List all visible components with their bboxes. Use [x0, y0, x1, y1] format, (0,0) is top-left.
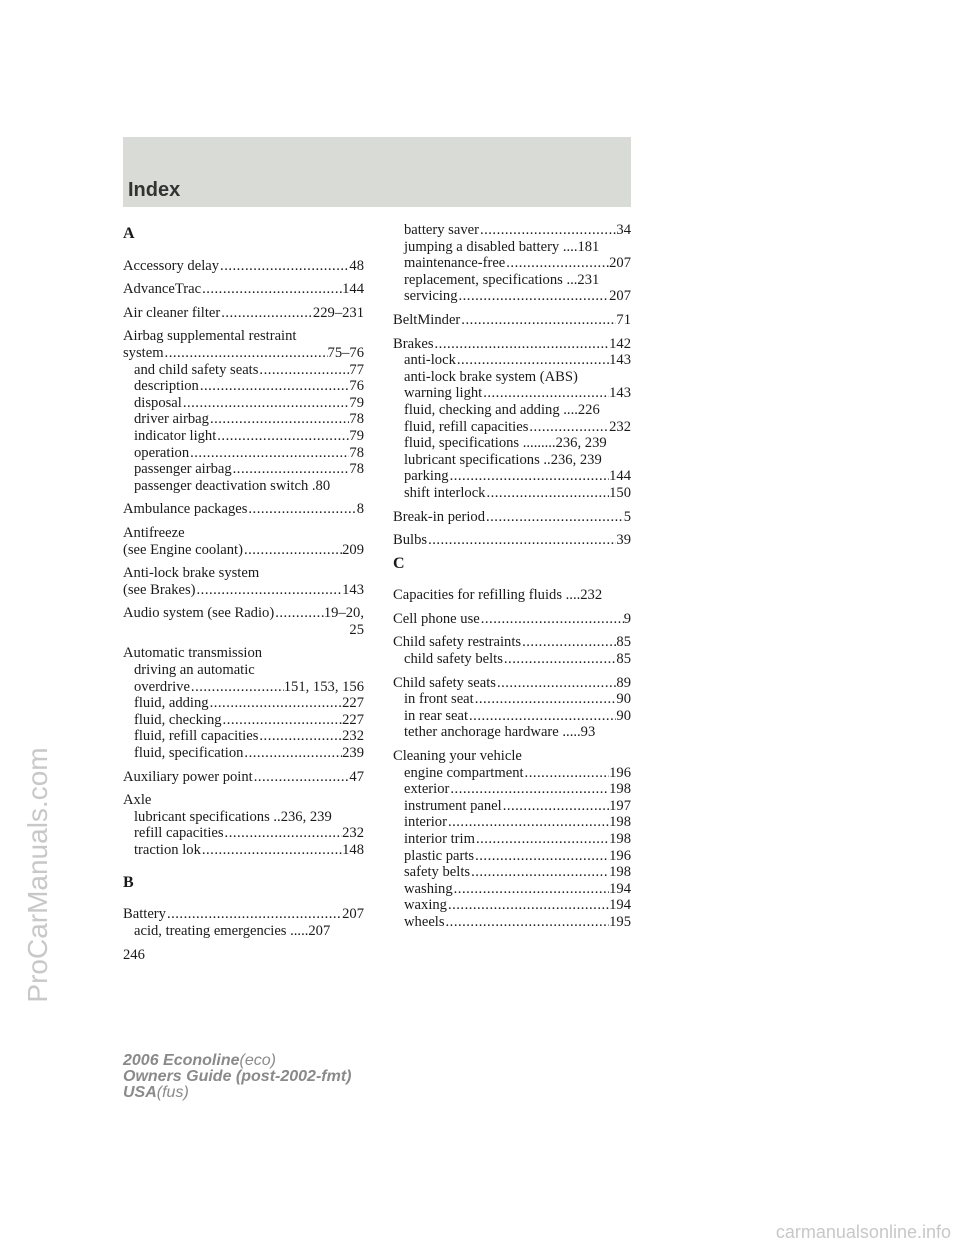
page-reference: 8: [356, 501, 364, 518]
entry-term: indicator light: [134, 427, 217, 444]
page-reference: 76: [349, 378, 364, 395]
entry-term: replacement, specifications ...231: [404, 271, 600, 288]
entry-term: lubricant specifications ..236, 239: [134, 808, 332, 825]
page-reference: 209: [342, 541, 364, 558]
index-subentry: [393, 352, 631, 369]
entry-term: (see Engine coolant): [123, 541, 243, 558]
footer-market: USA: [123, 1084, 157, 1101]
entry-term: in rear seat: [404, 707, 469, 724]
page-reference: 85: [616, 651, 631, 668]
dot-leader: [453, 881, 609, 898]
page-reference: 195: [609, 913, 631, 930]
page-number: 246: [123, 947, 145, 963]
index-subentry: [393, 222, 631, 239]
index-subentry: [123, 478, 364, 495]
index-subentry: [393, 651, 631, 668]
index-line: [393, 611, 631, 628]
index-line: [123, 281, 364, 298]
index-subentry: [393, 691, 631, 708]
index-subentry: [123, 728, 364, 745]
dot-leader: [253, 769, 350, 786]
section-letter: C: [393, 554, 405, 572]
index-entry: [393, 675, 631, 741]
page-reference: 71: [616, 311, 631, 328]
page-reference: 196: [609, 847, 631, 864]
dot-leader: [480, 611, 624, 628]
index-entry: [123, 906, 364, 939]
entry-term: acid, treating emergencies .....207: [134, 922, 331, 939]
index-entry: [123, 769, 364, 786]
index-entry: [123, 328, 364, 494]
dot-leader: [528, 419, 609, 436]
entry-term: tether anchorage hardware .....93: [404, 724, 596, 741]
entry-term: fluid, refill capacities: [134, 728, 259, 745]
index-subentry: [123, 809, 364, 826]
index-subentry: [393, 369, 631, 386]
dot-leader: [220, 305, 313, 322]
footer-model-code: (eco): [239, 1052, 276, 1069]
index-line: [393, 336, 631, 353]
index-header-band: [123, 137, 631, 207]
entry-term: wheels: [404, 913, 445, 930]
entry-term: Cleaning your vehicle: [393, 748, 522, 765]
dot-leader: [164, 345, 328, 362]
index-subentry: [123, 662, 364, 679]
dot-leader: [449, 468, 610, 485]
index-subentry: [123, 923, 364, 940]
page-reference: 77: [349, 361, 364, 378]
page-reference: 75–76: [327, 344, 364, 361]
index-subentry: [123, 825, 364, 842]
dot-leader: [447, 897, 609, 914]
page-reference: 19–20,: [323, 605, 364, 622]
footer-market-code: (fus): [156, 1084, 189, 1101]
entry-term: AdvanceTrac: [123, 281, 202, 298]
entry-term: Cell phone use: [393, 610, 480, 627]
entry-term: Airbag supplemental restraint: [123, 328, 297, 345]
page-reference: 47: [349, 768, 364, 785]
dot-leader: [258, 362, 349, 379]
index-subentry: [123, 745, 364, 762]
entry-term: Break-in period: [393, 508, 485, 525]
dot-leader: [201, 281, 342, 298]
index-line: [123, 345, 364, 362]
index-subentry: [393, 452, 631, 469]
index-subentry: [393, 914, 631, 931]
index-subentry: [393, 881, 631, 898]
page-reference: 207: [609, 288, 631, 305]
dot-leader: [521, 634, 616, 651]
dot-leader: [485, 509, 624, 526]
entry-term: Battery: [123, 906, 166, 923]
entry-term: (see Brakes): [123, 581, 196, 598]
index-subentry: [393, 435, 631, 452]
footer-line-2: [123, 1069, 351, 1085]
dot-leader: [502, 798, 609, 815]
index-entry: [123, 501, 364, 518]
index-subentry: [393, 781, 631, 798]
section-letter: A: [123, 225, 135, 242]
index-subentry: [393, 798, 631, 815]
entry-term: jumping a disabled battery ....181: [404, 238, 600, 255]
index-subentry: [393, 724, 631, 741]
page-reference: 197: [609, 797, 631, 814]
dot-leader: [222, 712, 343, 729]
page-reference: 143: [342, 581, 364, 598]
dot-leader: [470, 864, 609, 881]
page-reference: 196: [609, 764, 631, 781]
index-line: [123, 605, 364, 622]
page-reference: 207: [342, 906, 364, 923]
entry-term: driving an automatic: [134, 662, 255, 679]
index-entry: [393, 336, 631, 502]
entry-term: operation: [134, 444, 190, 461]
entry-term: passenger deactivation switch .80: [134, 477, 331, 494]
index-line: [393, 532, 631, 549]
page-reference: 79: [349, 427, 364, 444]
entry-term: fluid, checking: [134, 711, 222, 728]
bottom-watermark: carmanualsonline.info: [775, 1222, 951, 1242]
index-subentry: [393, 419, 631, 436]
entry-term: fluid, specifications .........236, 239: [404, 435, 607, 452]
index-subentry: [123, 842, 364, 859]
page-reference: 90: [616, 691, 631, 708]
entry-term: interior: [404, 814, 447, 831]
page-reference: 198: [609, 781, 631, 798]
index-column-left: [123, 222, 364, 946]
entry-term: Ambulance packages: [123, 501, 248, 518]
footer-model: 2006 Econoline: [123, 1052, 240, 1069]
index-entry: [393, 634, 631, 667]
page-title: Index: [128, 179, 181, 201]
dot-leader: [427, 532, 616, 549]
index-line: [393, 748, 631, 765]
index-line: [393, 587, 631, 604]
index-entry: [393, 587, 631, 604]
index-line: [123, 305, 364, 322]
index-subentry: [123, 679, 364, 696]
entry-term: passenger airbag: [134, 461, 232, 478]
index-line: [123, 258, 364, 275]
entry-term: Bulbs: [393, 532, 428, 549]
entry-term: safety belts: [404, 864, 471, 881]
page-reference: 142: [609, 335, 631, 352]
page-reference: 194: [609, 897, 631, 914]
index-entry: [393, 509, 631, 526]
index-subentry: [393, 848, 631, 865]
entry-term: Air cleaner filter: [123, 304, 221, 321]
entry-term: engine compartment: [404, 764, 524, 781]
index-subentry: [123, 395, 364, 412]
entry-term: driver airbag: [134, 411, 209, 428]
dot-leader: [199, 378, 350, 395]
dot-leader: [456, 352, 609, 369]
entry-term: Child safety seats: [393, 674, 496, 691]
dot-leader: [201, 842, 342, 859]
index-entry: [393, 748, 631, 931]
index-subentry: [123, 411, 364, 428]
entry-term: Anti-lock brake system: [123, 565, 260, 582]
page-reference: 144: [342, 281, 364, 298]
entry-term: Brakes: [393, 335, 434, 352]
entry-term: refill capacities: [134, 825, 224, 842]
entry-term: warning light: [404, 385, 483, 402]
index-subentry: [393, 288, 631, 305]
page-reference: 85: [616, 634, 631, 651]
page-reference: 90: [616, 707, 631, 724]
index-entry: [123, 258, 364, 275]
dot-leader: [482, 385, 609, 402]
entry-term: instrument panel: [404, 797, 502, 814]
page-reference: 150: [609, 484, 631, 501]
entry-term: Accessory delay: [123, 257, 220, 274]
entry-term: Auxiliary power point: [123, 768, 253, 785]
index-line: [393, 312, 631, 329]
index-entry: [393, 611, 631, 628]
entry-term: lubricant specifications ..236, 239: [404, 451, 602, 468]
index-entry: [123, 565, 364, 598]
page-reference: 143: [609, 385, 631, 402]
index-subentry: [123, 461, 364, 478]
index-subentry: [393, 485, 631, 502]
index-entry: [123, 605, 364, 638]
index-entry: [123, 792, 364, 858]
page-reference: 144: [609, 468, 631, 485]
side-watermark: [8, 510, 68, 1240]
entry-term: washing: [404, 880, 453, 897]
entry-term: Axle: [123, 792, 152, 809]
index-line: [123, 565, 364, 582]
section-letter: B: [123, 873, 134, 891]
page-reference: 89: [616, 674, 631, 691]
index-line: [123, 792, 364, 809]
page-reference: 232: [609, 418, 631, 435]
dot-leader: [468, 708, 616, 725]
index-subentry: [393, 255, 631, 272]
index-line: [393, 675, 631, 692]
dot-leader: [524, 765, 610, 782]
entry-term: interior trim: [404, 831, 475, 847]
entry-term: BeltMinder: [393, 311, 461, 328]
dot-leader: [243, 542, 342, 559]
entry-term: fluid, specification: [134, 745, 244, 762]
index-line: [123, 645, 364, 662]
index-subentry: [393, 814, 631, 831]
entry-term: shift interlock: [404, 484, 486, 501]
index-entry: [393, 222, 631, 305]
dot-leader: [216, 428, 349, 445]
page-reference: 9: [623, 610, 631, 627]
page-reference: 79: [349, 394, 364, 411]
index-subentry: [123, 378, 364, 395]
dot-leader: [189, 445, 349, 462]
index-subentry: [393, 402, 631, 419]
page-reference: 5: [623, 508, 631, 525]
entry-term: Capacities for refilling fluids ....232: [393, 587, 603, 604]
dot-leader: [460, 312, 616, 329]
entry-term: overdrive: [134, 678, 190, 695]
entry-term: description: [134, 378, 199, 395]
dot-leader: [190, 679, 284, 696]
index-line: [123, 622, 364, 639]
index-line: [393, 634, 631, 651]
entry-term: and child safety seats: [134, 361, 259, 378]
entry-term: Child safety restraints: [393, 634, 522, 651]
page-reference: 239: [342, 745, 364, 762]
document-footer: [123, 1053, 351, 1101]
index-subentry: [393, 708, 631, 725]
dot-leader: [503, 651, 617, 668]
index-subentry: [123, 695, 364, 712]
index-subentry: [393, 272, 631, 289]
page-reference: 232: [342, 825, 364, 842]
entry-term: waxing: [404, 897, 447, 914]
footer-line-3: [123, 1085, 351, 1101]
dot-leader: [219, 258, 349, 275]
index-line: [123, 525, 364, 542]
page-reference: 198: [609, 814, 631, 831]
entry-term: Audio system (see Radio): [123, 605, 275, 622]
page-reference: 78: [349, 444, 364, 461]
entry-term: 25: [349, 621, 364, 638]
entry-term: parking: [404, 468, 449, 485]
dot-leader: [485, 485, 609, 502]
dot-leader: [449, 781, 609, 798]
page-reference: 227: [342, 711, 364, 728]
index-line: [123, 501, 364, 518]
dot-leader: [182, 395, 350, 412]
entry-term: in front seat: [404, 691, 474, 708]
entry-term: fluid, refill capacities: [404, 418, 529, 435]
entry-term: system: [123, 344, 164, 361]
entry-term: fluid, adding: [134, 695, 209, 712]
dot-leader: [247, 501, 356, 518]
dot-leader: [445, 914, 610, 931]
dot-leader: [274, 605, 324, 622]
footer-guide: Owners Guide (post-2002-fmt): [123, 1068, 352, 1085]
page-reference: 34: [616, 222, 631, 238]
index-line: [123, 582, 364, 599]
index-line: [123, 542, 364, 559]
page-reference: 227: [342, 695, 364, 712]
dot-leader: [479, 222, 616, 239]
dot-leader: [243, 745, 342, 762]
index-entry: [393, 532, 631, 549]
index-entry: [123, 281, 364, 298]
page-reference: 151, 153, 156: [283, 678, 364, 695]
page-reference: 229–231: [312, 304, 364, 321]
dot-leader: [224, 825, 343, 842]
dot-leader: [258, 728, 342, 745]
page-reference: 78: [349, 461, 364, 478]
index-subentry: [393, 831, 631, 848]
entry-term: anti-lock: [404, 352, 456, 369]
index-subentry: [393, 864, 631, 881]
index-line: [123, 906, 364, 923]
entry-term: maintenance-free: [404, 255, 506, 272]
entry-term: traction lok: [134, 842, 201, 858]
dot-leader: [166, 906, 342, 923]
dot-leader: [505, 255, 609, 272]
index-subentry: [393, 385, 631, 402]
page-reference: 198: [609, 864, 631, 881]
dot-leader: [458, 288, 610, 305]
entry-term: Automatic transmission: [123, 645, 263, 662]
index-subentry: [123, 428, 364, 445]
dot-leader: [209, 411, 349, 428]
dot-leader: [434, 336, 610, 353]
entry-term: Antifreeze: [123, 524, 185, 541]
index-subentry: [393, 239, 631, 256]
page-reference: 143: [609, 352, 631, 369]
index-line: [393, 509, 631, 526]
dot-leader: [474, 691, 617, 708]
dot-leader: [209, 695, 343, 712]
index-line: [123, 328, 364, 345]
page-reference: 194: [609, 880, 631, 897]
entry-term: anti-lock brake system (ABS): [404, 368, 578, 385]
dot-leader: [196, 582, 343, 599]
index-entry: [123, 645, 364, 761]
page-reference: 39: [616, 532, 631, 549]
dot-leader: [447, 814, 609, 831]
page-reference: 48: [349, 257, 364, 274]
dot-leader: [474, 848, 609, 865]
entry-term: battery saver: [404, 222, 479, 238]
index-subentry: [393, 897, 631, 914]
footer-line-1: [123, 1053, 351, 1069]
index-subentry: [123, 362, 364, 379]
page-reference: 198: [609, 831, 631, 847]
index-entry: [393, 312, 631, 329]
dot-leader: [496, 675, 616, 692]
index-subentry: [393, 468, 631, 485]
page-reference: 207: [609, 255, 631, 272]
entry-term: exterior: [404, 781, 450, 798]
page-reference: 148: [342, 842, 364, 858]
index-line: [123, 769, 364, 786]
index-subentry: [123, 712, 364, 729]
entry-term: disposal: [134, 394, 182, 411]
index-entry: [123, 305, 364, 322]
index-subentry: [393, 765, 631, 782]
index-subentry: [123, 445, 364, 462]
page-reference: 232: [342, 728, 364, 745]
entry-term: plastic parts: [404, 847, 475, 864]
dot-leader: [475, 831, 609, 848]
dot-leader: [232, 461, 350, 478]
side-watermark-text: ProCarManuals.com: [22, 747, 53, 1003]
entry-term: fluid, checking and adding ....226: [404, 401, 600, 418]
entry-term: servicing: [404, 288, 458, 305]
entry-term: child safety belts: [404, 651, 503, 668]
index-entry: [123, 525, 364, 558]
page-reference: 78: [349, 411, 364, 428]
index-column-right: [393, 222, 631, 938]
